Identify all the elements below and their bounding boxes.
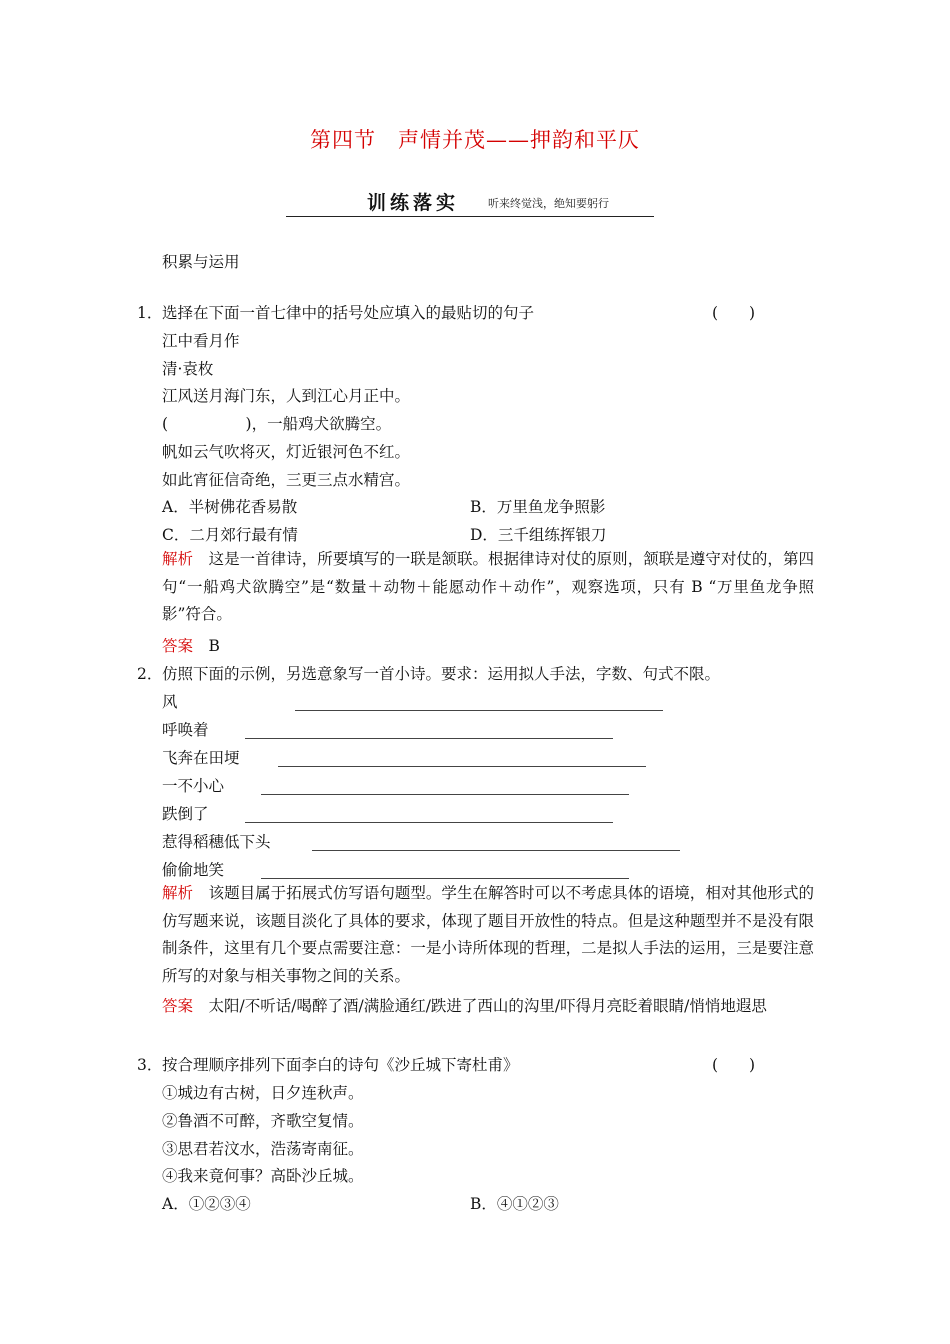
analysis-label: 解析 (162, 550, 194, 568)
q3-stem: 按合理顺序排列下面李白的诗句《沙丘城下寄杜甫》 (162, 1056, 519, 1074)
q1-number: 1． (137, 304, 163, 322)
q1-poem-line: 江风送月海门东，人到江心月正中。 (162, 387, 411, 405)
q2-fill-blank (245, 738, 613, 739)
q1-answer (162, 636, 220, 656)
q2-fill-blank (295, 710, 663, 711)
q1-option-b: B．万里鱼龙争照影 (470, 498, 606, 516)
q2-fill-blank (278, 766, 646, 767)
q3-item: ①城边有古树，日夕连秋声。 (162, 1084, 364, 1102)
answer-label: 答案 (162, 637, 194, 655)
q3-item: ③思君若汶水，浩荡寄南征。 (162, 1140, 364, 1158)
q2-example-line: 呼唤着 (162, 721, 209, 739)
q3-number: 3． (137, 1056, 163, 1074)
q1-poem-author: 清·袁枚 (162, 360, 214, 378)
q1-analysis-text: 这是一首律诗，所要填写的一联是颔联。根据律诗对仗的原则，颔联是遵守对仗的，第四句“一船鸡犬欲腾空”是“数量＋动物＋能愿动作＋动作”，观察选项，只有 B “万里鱼龙争照影”符合。 (162, 550, 814, 624)
q1-option-c: C．二月郊行最有情 (162, 526, 298, 544)
q2-fill-blank (261, 794, 629, 795)
q2-example-line: 偷偷地笑 (162, 861, 225, 879)
answer-label: 答案 (162, 997, 194, 1015)
q2-analysis-text: 该题目属于拓展式仿写语句题型。学生在解答时可以不考虑具体的语境，相对其他形式的仿写题来说，该题目淡化了具体的要求，体现了题目开放性的特点。但是这种题型并不是没有限制条件，这里有几个要点需要注意：一是小诗所体现的哲理，二是拟人手法的运用，三是要注意所写的对象与相关事物之间的关系。 (162, 884, 814, 986)
analysis-label: 解析 (162, 884, 194, 902)
q2-fill-blank (261, 878, 629, 879)
q1-poem-title: 江中看月作 (162, 332, 240, 350)
q2-analysis (162, 880, 814, 991)
q2-fill-blank (312, 850, 680, 851)
banner-divider (286, 216, 654, 217)
banner-title: 训练落实 (367, 192, 460, 214)
q2-answer (162, 993, 814, 1021)
q2-fill-blank (245, 822, 613, 823)
q3-option-a: A．①②③④ (162, 1195, 251, 1213)
q2-answer-text: 太阳/不听话/喝醉了酒/满脸通红/跌进了西山的沟里/吓得月亮眨着眼睛/悄悄地遐思 (208, 997, 767, 1015)
q1-answer-text: B (208, 637, 220, 655)
q1-stem: 选择在下面一首七律中的括号处应填入的最贴切的句子 (162, 304, 535, 322)
q2-example-line: 一不小心 (162, 777, 225, 795)
page-title: 第四节 声情并茂——押韵和平仄 (310, 128, 640, 152)
q3-answer-paren: ( ) (712, 1056, 756, 1074)
q2-number: 2． (137, 665, 163, 683)
q1-poem-line: ( )，一船鸡犬欲腾空。 (162, 415, 392, 433)
q1-analysis (162, 546, 814, 629)
section-heading: 积累与运用 (162, 253, 240, 271)
q3-item: ②鲁酒不可醉，齐歌空复情。 (162, 1112, 364, 1130)
q1-answer-paren: ( ) (712, 304, 756, 322)
q3-option-b: B．④①②③ (470, 1195, 559, 1213)
banner-motto: 听来终觉浅，绝知要躬行 (488, 197, 609, 210)
q3-item: ④我来竟何事？高卧沙丘城。 (162, 1167, 364, 1185)
q1-poem-line: 帆如云气吹将灭，灯近银河色不红。 (162, 443, 411, 461)
q1-option-d: D．三千组练挥银刀 (470, 526, 607, 544)
q2-stem: 仿照下面的示例，另选意象写一首小诗。要求：运用拟人手法，字数、句式不限。 (162, 665, 721, 683)
q2-example-line: 跌倒了 (162, 805, 209, 823)
q2-example-line: 惹得稻穗低下头 (162, 833, 271, 851)
q2-example-line: 飞奔在田埂 (162, 749, 240, 767)
q2-example-line: 风 (162, 693, 178, 711)
q1-option-a: A．半树佛花香易散 (162, 498, 298, 516)
q1-poem-line: 如此宵征信奇绝，三更三点水精宫。 (162, 471, 411, 489)
